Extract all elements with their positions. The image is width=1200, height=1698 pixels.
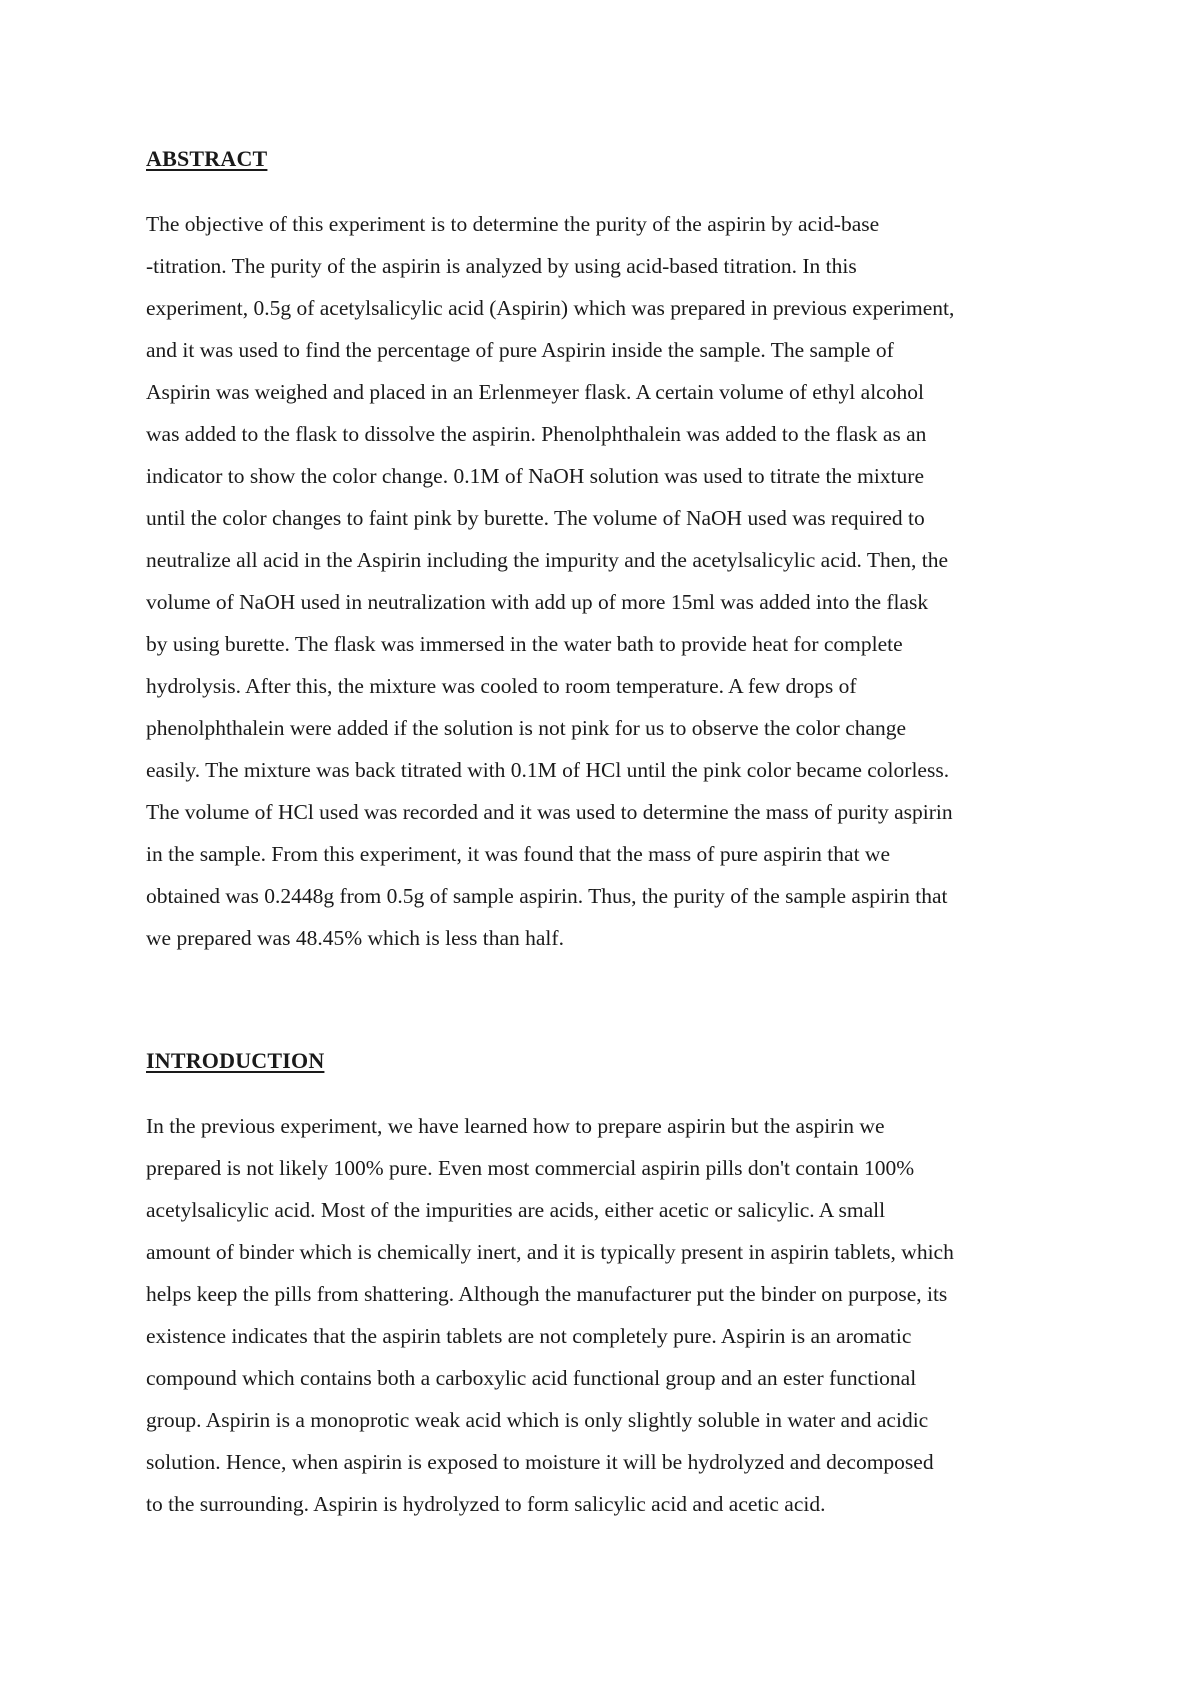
introduction-line: existence indicates that the aspirin tablets are not completely pure. Aspirin is an aromatic	[146, 1324, 912, 1348]
abstract-heading: ABSTRACT	[146, 146, 268, 171]
abstract-line: indicator to show the color change. 0.1M of NaOH solution was used to titrate the mixture	[146, 464, 925, 488]
introduction-line: to the surrounding. Aspirin is hydrolyzed to form salicylic acid and acetic acid.	[146, 1492, 826, 1516]
abstract-line: in the sample. From this experiment, it was found that the mass of pure aspirin that we	[146, 842, 890, 866]
abstract-line: obtained was 0.2448g from 0.5g of sample aspirin. Thus, the purity of the sample aspirin that	[146, 884, 948, 908]
abstract-line: The objective of this experiment is to determine the purity of the aspirin by acid-base	[146, 212, 880, 236]
introduction-heading: INTRODUCTION	[146, 1048, 325, 1073]
abstract-line: easily. The mixture was back titrated with 0.1M of HCl until the pink color became colorless.	[146, 758, 950, 782]
abstract-line: until the color changes to faint pink by burette. The volume of NaOH used was required to	[146, 506, 925, 530]
abstract-line: Aspirin was weighed and placed in an Erlenmeyer flask. A certain volume of ethyl alcohol	[146, 380, 924, 404]
introduction-line: helps keep the pills from shattering. Although the manufacturer put the binder on purpose, its	[146, 1282, 948, 1306]
abstract-line: hydrolysis. After this, the mixture was cooled to room temperature. A few drops of	[146, 674, 857, 698]
introduction-line: amount of binder which is chemically inert, and it is typically present in aspirin tablets, which	[146, 1240, 954, 1264]
abstract-line: -titration. The purity of the aspirin is analyzed by using acid-based titration. In this	[146, 254, 857, 278]
introduction-line: group. Aspirin is a monoprotic weak acid which is only slightly soluble in water and acidic	[146, 1408, 929, 1432]
introduction-line: prepared is not likely 100% pure. Even most commercial aspirin pills don't contain 100%	[146, 1156, 915, 1180]
abstract-line: we prepared was 48.45% which is less than half.	[146, 926, 564, 950]
abstract-line: neutralize all acid in the Aspirin including the impurity and the acetylsalicylic acid. Then, the	[146, 548, 949, 572]
introduction-paragraph	[146, 1105, 1086, 1525]
abstract-line: The volume of HCl used was recorded and it was used to determine the mass of purity aspirin	[146, 800, 953, 824]
abstract-paragraph	[146, 203, 1086, 959]
abstract-line: phenolphthalein were added if the solution is not pink for us to observe the color change	[146, 716, 907, 740]
introduction-line: solution. Hence, when aspirin is exposed to moisture it will be hydrolyzed and decomposed	[146, 1450, 934, 1474]
abstract-line: was added to the flask to dissolve the aspirin. Phenolphthalein was added to the flask as an	[146, 422, 927, 446]
abstract-line: experiment, 0.5g of acetylsalicylic acid (Aspirin) which was prepared in previous experiment,	[146, 296, 955, 320]
introduction-line: compound which contains both a carboxylic acid functional group and an ester functional	[146, 1366, 917, 1390]
abstract-line: and it was used to find the percentage of pure Aspirin inside the sample. The sample of	[146, 338, 894, 362]
abstract-line: volume of NaOH used in neutralization with add up of more 15ml was added into the flask	[146, 590, 929, 614]
introduction-line: In the previous experiment, we have learned how to prepare aspirin but the aspirin we	[146, 1114, 885, 1138]
introduction-line: acetylsalicylic acid. Most of the impurities are acids, either acetic or salicylic. A small	[146, 1198, 886, 1222]
abstract-line: by using burette. The flask was immersed in the water bath to provide heat for complete	[146, 632, 903, 656]
